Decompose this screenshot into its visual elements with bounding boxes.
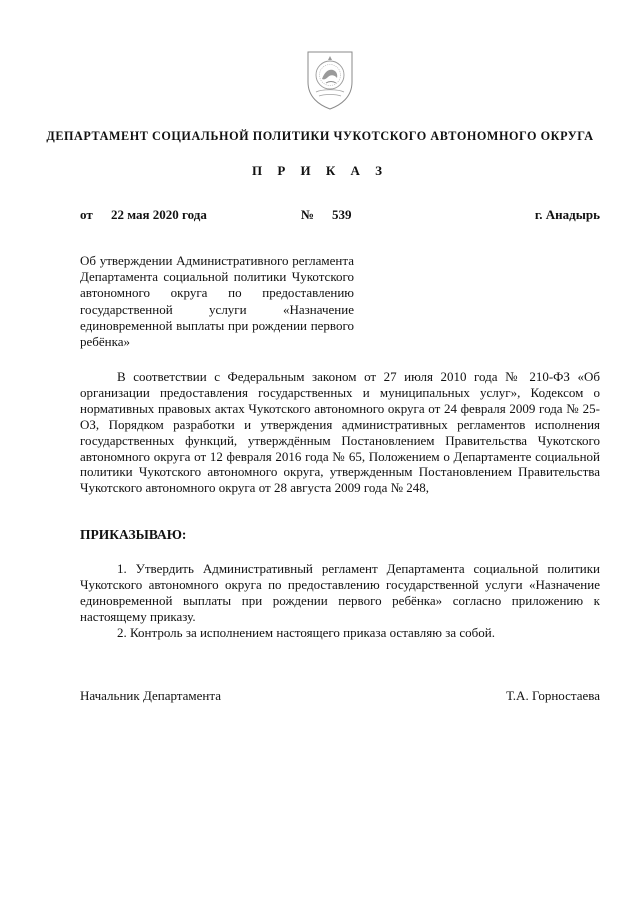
department-title: ДЕПАРТАМЕНТ СОЦИАЛЬНОЙ ПОЛИТИКИ ЧУКОТСКОГО АВТОНОМНОГО ОКРУГА [46, 129, 594, 143]
date-prefix: от [80, 207, 93, 222]
signature-row [80, 688, 600, 706]
order-number: 539 [332, 207, 352, 222]
order-number-label: № [301, 207, 315, 222]
order-item: 1. Утвердить Административный регламент Департамента социальной политики Чукотского автономного округа по предоставлению государственной услуги «Назначение единовременной выплаты при рождении первого ребёнка» согласно приложению к настоящему приказу. [80, 561, 600, 624]
order-meta-row [80, 207, 600, 225]
order-items [80, 561, 600, 641]
order-preamble: В соответствии с Федеральным законом от 27 июля 2010 года № 210-ФЗ «Об организации предоставления государственных и муниципальных услуг», Кодексом о нормативных правовых актах Чукотского автономного округа от 24 февраля 2009 года № 25-ОЗ, Порядком разработки и утверждения административных регламентов исполнения государственных функций, утверждённым Постановлением Правительства Чукотского автономного округа от 12 февраля 2016 года № 65, Положением о Департаменте социальной политики Чукотского автономного округа, утвержденным Постановлением Правительства Чукотского автономного округа от 28 августа 2009 года № 248, [80, 369, 600, 496]
document-type-title: П Р И К А З [251, 163, 389, 178]
emblem-graphic [302, 48, 358, 112]
order-directive-heading: ПРИКАЗЫВАЮ: [80, 527, 187, 542]
order-subject: Об утверждении Административного регламента Департамента социальной политики Чукотского автономного округа по предоставлению государственной услуги «Назначение единовременной выплаты при рождении первого ребёнка» [80, 253, 354, 350]
chukotka-coat-of-arms-icon [302, 48, 358, 112]
signatory-position: Начальник Департамента [80, 688, 221, 703]
order-item: 2. Контроль за исполнением настоящего приказа оставляю за собой. [117, 625, 495, 640]
signatory-name: Т.А. Горностаева [506, 688, 600, 703]
order-date: 22 мая 2020 года [111, 207, 207, 222]
order-city: г. Анадырь [534, 207, 600, 222]
